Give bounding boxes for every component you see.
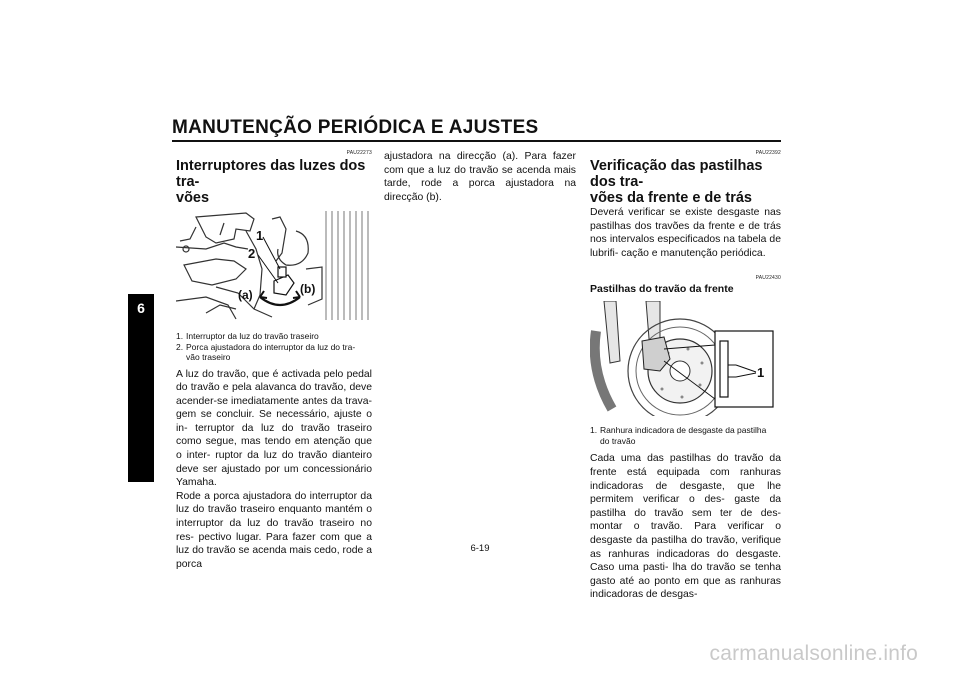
chapter-number: 6: [137, 300, 145, 316]
left-column: [176, 150, 372, 571]
chapter-tab: [128, 294, 154, 482]
section-heading: Verificação das pastilhas dos tra- vões da frente e de trás: [590, 158, 763, 206]
body-paragraph-4: Deverá verificar se existe desgaste nas pastilhas dos travões da frente e de trás nos intervalos especificados na tabela de lubrifi- cação e manutenção periódica.: [590, 207, 781, 259]
page-number: 6-19: [470, 543, 490, 554]
body-paragraph-5: Cada uma das pastilhas do travão da frente está equipada com ranhuras indicadoras de desgaste, que lhe permitem verificar o des- gaste da pastilha do travão sem ter de des- montar o travão. Para verificar o desgaste da pastilha do travão, verifique as ranhuras indicadoras do desgaste. Caso uma pasti- lha do travão se tenha gasto até ao ponto em que as ranhuras indicadoras de desgas-: [590, 453, 781, 601]
figure-label-a: (a): [238, 288, 253, 302]
section-heading: Interruptores das luzes dos tra- vões: [176, 158, 366, 206]
subsection-code: PAU22430: [755, 275, 781, 282]
figure-caption-2: 2. Porca ajustadora do interruptor da luz do tra- vão traseiro: [176, 341, 356, 362]
figure-caption-1: 1. Interruptor da luz do travão traseiro: [176, 331, 319, 341]
brake-pad-figure: [590, 301, 781, 416]
subsection-heading: Pastilhas do travão da frente: [590, 283, 734, 296]
body-paragraph-3: ajustadora na direcção (a). Para fazer com que a luz do travão se acenda mais tarde, rode a porca ajustadora na direcção (b).: [384, 151, 576, 203]
header-rule: [172, 140, 781, 142]
figure-label-2: 2: [248, 246, 256, 261]
brake-switch-figure: [176, 209, 372, 322]
figure-caption-3: 1. Ranhura indicadora de desgaste da pastilha do travão: [590, 425, 767, 446]
page-title: MANUTENÇÃO PERIÓDICA E AJUSTES: [172, 117, 539, 138]
section-code: PAU22273: [346, 150, 372, 156]
figure-label-b: (b): [300, 282, 316, 296]
figure-label-1: 1: [256, 228, 264, 243]
middle-column: [384, 150, 576, 204]
section-code: PAU22392: [755, 150, 781, 156]
watermark: carmanualsonline.info: [709, 642, 918, 665]
body-paragraph-1: A luz do travão, que é activada pelo pedal do travão e pela alavanca do travão, deve acender-se imediatamente antes da trava- gem se concluir. Se necessário, ajuste o in- terruptor da luz do travão traseiro como segue, mas tendo em atenção que o inter- ruptor da luz do travão dianteiro deve ser ajustado por um concessionário Yamaha.: [176, 368, 372, 489]
figure-label-1: 1: [757, 365, 765, 381]
body-paragraph-2: Rode a porca ajustadora do interruptor da luz do travão traseiro enquanto mantém o interruptor da luz do travão traseiro no res- pectivo lugar. Para fazer com que a luz do travão se acenda mais cedo, rode a porca: [176, 490, 372, 570]
right-column: [590, 150, 781, 602]
